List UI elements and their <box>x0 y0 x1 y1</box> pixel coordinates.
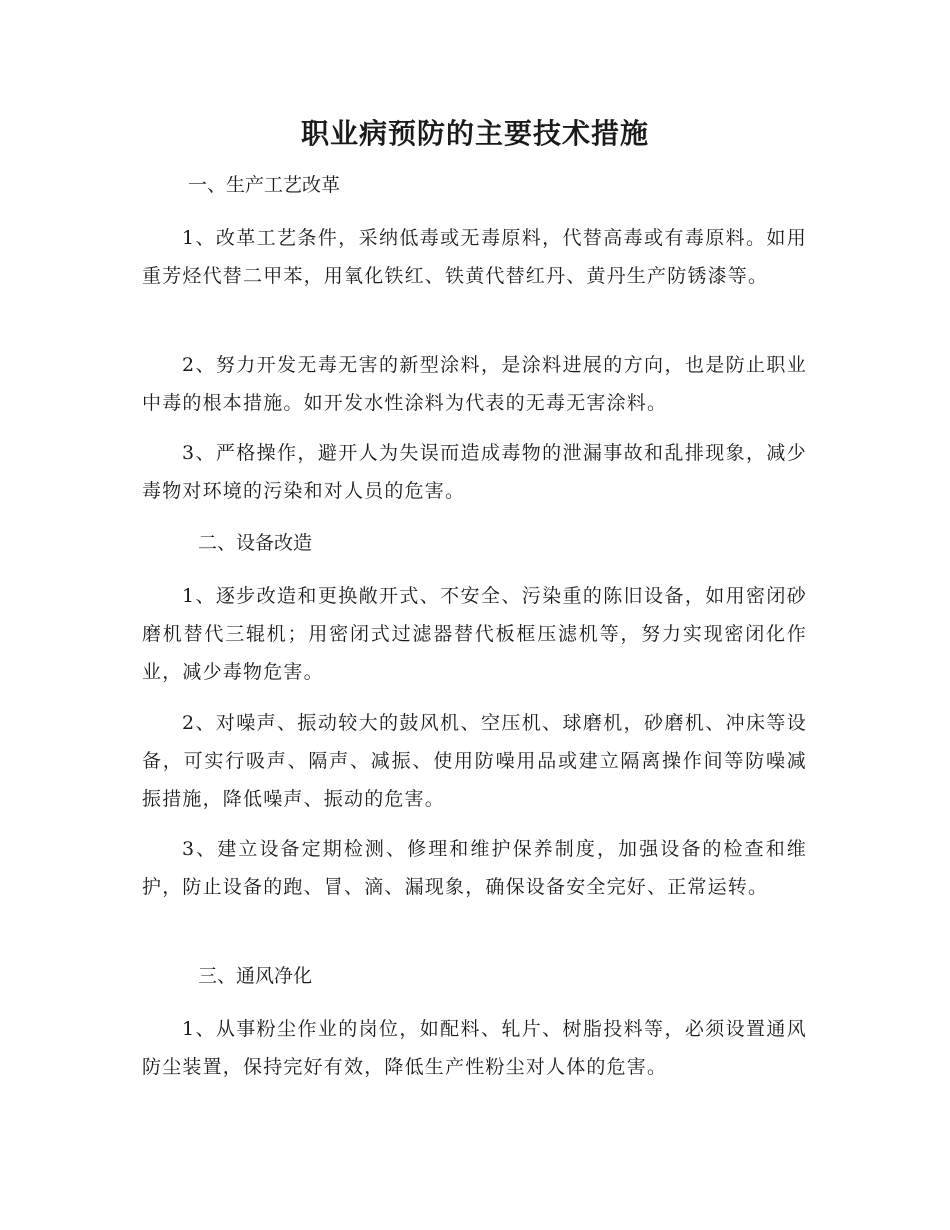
paragraph-3-1: 1、从事粉尘作业的岗位，如配料、轧片、树脂投料等，必须设置通风防尘装置，保持完好有效，降低生产性粉尘对人体的危害。 <box>142 1018 807 1078</box>
section-heading-ventilation: 三、通风净化 <box>198 965 313 987</box>
paragraph-2-1: 1、逐步改造和更换敞开式、不安全、污染重的陈旧设备，如用密闭砂磨机替代三辊机；用密闭式过滤器替代板框压滤机等，努力实现密闭化作业，减少毒物危害。 <box>142 585 807 683</box>
section-heading-production-process: 一、生产工艺改革 <box>188 174 341 196</box>
paragraph-1-1: 1、改革工艺条件，采纳低毒或无毒原料，代替高毒或有毒原料。如用重芳烃代替二甲苯，用氧化铁红、铁黄代替红丹、黄丹生产防锈漆等。 <box>142 227 807 287</box>
paragraph-1-2: 2、努力开发无毒无害的新型涂料，是涂料进展的方向，也是防止职业中毒的根本措施。如开发水性涂料为代表的无毒无害涂料。 <box>142 354 807 414</box>
paragraph-2-3: 3、建立设备定期检测、修理和维护保养制度，加强设备的检查和维护，防止设备的跑、冒、滴、漏现象，确保设备安全完好、正常运转。 <box>142 838 807 898</box>
document-title: 职业病预防的主要技术措施 <box>300 117 649 150</box>
paragraph-2-2: 2、对噪声、振动较大的鼓风机、空压机、球磨机，砂磨机、冲床等设备，可实行吸声、隔声、减振、使用防噪用品或建立隔离操作间等防噪减振措施，降低噪声、振动的危害。 <box>142 712 807 810</box>
section-heading-equipment: 二、设备改造 <box>198 532 313 554</box>
paragraph-1-3: 3、严格操作，避开人为失误而造成毒物的泄漏事故和乱排现象，减少毒物对环境的污染和对人员的危害。 <box>142 442 807 502</box>
